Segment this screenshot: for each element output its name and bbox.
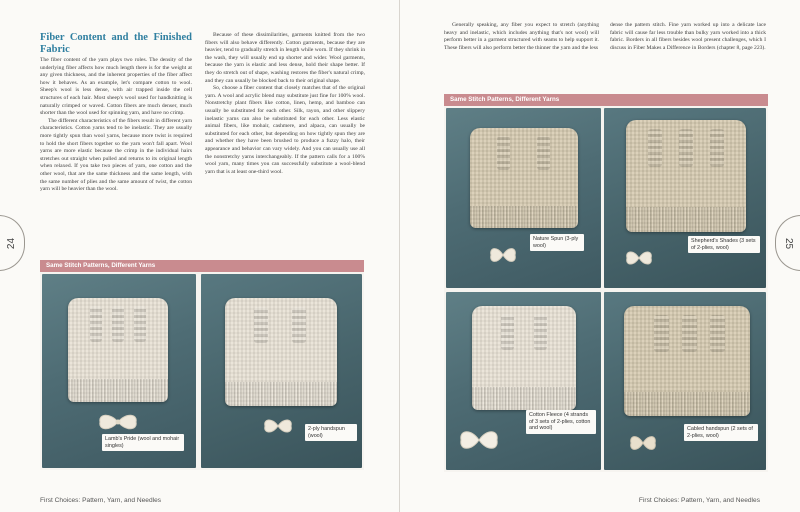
right-column-1 [444,22,599,52]
paragraph: The different characteristics of the fibers result in different yarn characteristics. Cotton yarns tend to be inelastic. They are usually more tightly spun than wool yarns, because more twist is required to hold the short fibers together so the yarn won't fall apart. Wool yarns are more elastic because the crimp in the individual hairs stretches out straight when pulled and returns to its original length when relaxed. If you take two pieces of yarn, one cotton and the other wool, that are the same thickness and the same length, with the same number of plies and the same amount of twist, the cotton yarn will be heavier than the wool. [40,117,192,193]
yarn-bow-icon [456,426,502,454]
yarn-bow-icon [628,432,658,454]
caption-lambs-pride: Lamb's Pride (wool and mohair singles) [102,434,184,451]
left-column-2 [205,32,365,176]
paragraph: The fiber content of the yarn plays two roles. The density of the underlying fiber affects how much length there is for the weight at any given thickness, and the inherent properties of the fiber affect how it behaves. As an example, let's compare cotton to wool. Sheep's wool is less dense, with air trapped inside the cell structures of each hair. Most sheep's wool used for handknitting is naturally crimped or waved. Cotton fibers are much denser, much shorter than the wool used for spinning yarn, and have no crimp. [40,57,192,117]
photo-shepherds-shades [604,108,766,288]
page-number-right: 25 [783,237,794,249]
photo-panel-right [444,94,768,472]
photo-panel-left [40,260,364,470]
knit-swatch [470,128,578,228]
page-number-tab-right [775,215,800,271]
yarn-bow-icon [624,248,654,268]
knit-swatch [624,306,750,416]
paragraph: Generally speaking, any fiber you expect to stretch (anything heavy and inelastic, which includes anything that's not wool) will perform better in a garment structured with seams to help support it. These fibers will also perform better the thinner the yarn and the less [444,22,599,51]
caption-2ply-handspun: 2-ply handspun (wool) [305,424,357,441]
knit-swatch [472,306,576,410]
knit-swatch [626,120,746,232]
knit-swatch [68,298,168,402]
section-heading: Fiber Content and the Finished Fabric [40,32,192,55]
running-footer-left: First Choices: Pattern, Yarn, and Needles [40,497,162,504]
right-page [400,0,800,512]
photo-cabled-handspun [604,292,766,470]
page-number-left: 24 [6,237,17,249]
photo-nature-spun [446,108,601,288]
paragraph: Because of these dissimilarities, garments knitted from the two fibers will also behave differently. Cotton garments, because they are heavier, tend to gradually stretch in length while worn. If they shrink in the wash, they will usually end up shorter and wider. Wool garments, because the yarn is elastic and less dense, hold their shape better. If they do stretch out of shape, washing restores the fiber's natural crimp, and they can usually be blocked back to their original shape. [205,32,365,84]
page-number-tab-left [0,215,25,271]
knit-swatch [225,298,337,406]
caption-shepherds-shades: Shepherd's Shades (3 sets of 2-plies, wool) [688,236,760,253]
caption-cabled-handspun: Cabled handspun (2 sets of 2-plies, wool) [684,424,758,441]
panel-title: Same Stitch Patterns, Different Yarns [40,260,364,272]
right-column-2 [610,22,766,52]
photo-lambs-pride [42,274,196,468]
photo-cotton-fleece [446,292,601,470]
paragraph: dense the pattern stitch. Fine yarn worked up into a delicate lace fabric will cause far less trouble than bulky yarn worked into a thick fabric. Borders in all fibers besides wool present challenges, which I discuss in Fiber Makes a Difference in Borders (chapter 8, page 223). [610,22,766,51]
caption-nature-spun: Nature Spun (3-ply wool) [530,234,584,251]
yarn-bow-icon [96,412,140,432]
caption-cotton-fleece: Cotton Fleece (4 strands of 3 sets of 2-plies, cotton and wool) [526,410,596,434]
photo-2ply-handspun [201,274,362,468]
yarn-bow-icon [261,416,295,436]
paragraph: So, choose a fiber content that closely matches that of the original yarn. A wool and acrylic blend may substitute just fine for 100% wool. Nonstretchy plant fibers like cotton, linen, hemp, and bamboo can usually be substituted for each other. Silk, rayon, and other slippery inelastic yarns can also be substituted for each other. Less elastic animal fibers, like mohair, cashmere, and alpaca, can usually be substituted for each other, but depending on how tightly spun they are and whether they have been brushed to produce a fuzzy halo, their appearance and behavior can vary widely. And you can usually use all the nonstretchy yarns interchangeably. If the pattern calls for a 100% wool yarn, many times you can successfully substitute a wool-blend yarn that is at least one-third wool. [205,85,365,175]
panel-title: Same Stitch Patterns, Different Yarns [444,94,768,106]
left-column-1 [40,32,192,194]
running-footer-right: First Choices: Pattern, Yarn, and Needles [638,497,760,504]
yarn-bow-icon [488,244,518,266]
